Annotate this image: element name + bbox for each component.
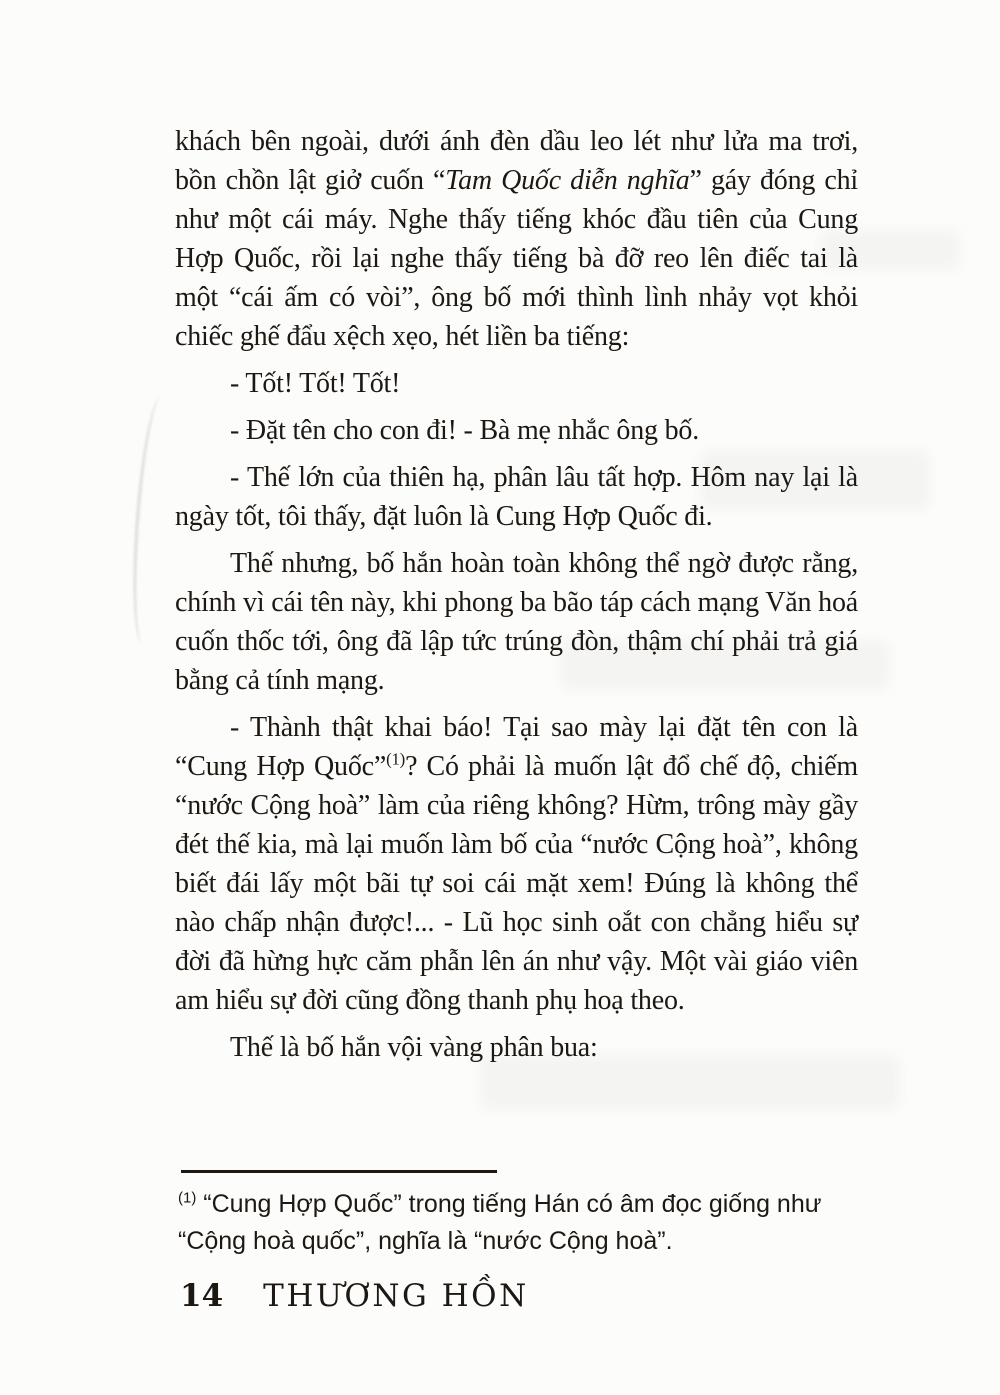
text-run: - Đặt tên cho con đi! - Bà mẹ nhắc ông bố. <box>230 415 700 446</box>
text-run: - Thành thật khai báo! Tại sao mày lại đặt tên con là “Cung Hợp Quốc” <box>175 712 858 782</box>
scan-artifact-arc <box>127 394 177 646</box>
footnote-marker: (1) <box>386 749 406 769</box>
footnote-marker: (1) <box>178 1189 197 1207</box>
text-run: - Tốt! Tốt! Tốt! <box>230 368 401 399</box>
text-run: - Thế lớn của thiên hạ, phân lâu tất hợp. Hôm nay lại là ngày tốt, tôi thấy, đặt luôn là Cung Hợp Quốc đi. <box>175 462 858 532</box>
paragraph <box>175 411 858 450</box>
body-text <box>175 122 858 1075</box>
paragraph <box>175 708 858 1020</box>
text-run: khách bên ngoài, dưới ánh đèn dầu leo lét như lửa ma trơi, bồn chồn lật giở cuốn “ <box>175 126 858 196</box>
paragraph <box>175 458 858 536</box>
text-run: Tam Quốc diễn nghĩa <box>445 165 690 196</box>
paragraph <box>175 122 858 356</box>
text-run: “Cung Hợp Quốc” trong tiếng Hán có âm đọc giống như “Cộng hoà quốc”, nghĩa là “nước Cộng hoà”. <box>178 1190 822 1255</box>
page-footer <box>180 1278 529 1314</box>
paragraph <box>175 364 858 403</box>
text-run: Thế là bố hắn vội vàng phân bua: <box>230 1032 598 1063</box>
paragraph <box>175 1028 858 1067</box>
footnote-separator <box>181 1170 497 1173</box>
text-run: ? Có phải là muốn lật đổ chế độ, chiếm “nước Cộng hoà” làm của riêng không? Hừm, trông mày gầy đét thế kia, mà lại muốn làm bố của “nước Cộng hoà”, không biết đái lấy một bãi tự soi cái mặt xem! Đúng là không thể nào chấp nhận được!... - Lũ học sinh oắt con chẳng hiểu sự đời đã hừng hực căm phẫn lên án như vậy. Một vài giáo viên am hiểu sự đời cũng đồng thanh phụ hoạ theo. <box>175 751 858 1016</box>
paragraph <box>175 544 858 700</box>
page-number: 14 <box>180 1278 224 1314</box>
text-run: ” gáy đóng chỉ như một cái máy. Nghe thấy tiếng khóc đầu tiên của Cung Hợp Quốc, rồi lại nghe thấy tiếng bà đỡ reo lên điếc tai là một “cái ấm có vòi”, ông bố mới thình lình nhảy vọt khỏi chiếc ghế đẩu xệch xẹo, hét liền ba tiếng: <box>175 165 858 352</box>
footnote <box>178 1186 868 1260</box>
text-run: Thế nhưng, bố hắn hoàn toàn không thể ngờ được rằng, chính vì cái tên này, khi phong ba bão táp cách mạng Văn hoá cuốn thốc tới, ông đã lập tức trúng đòn, thậm chí phải trả giá bằng cả tính mạng. <box>175 548 858 696</box>
running-title: THƯƠNG HỒN <box>263 1278 529 1314</box>
